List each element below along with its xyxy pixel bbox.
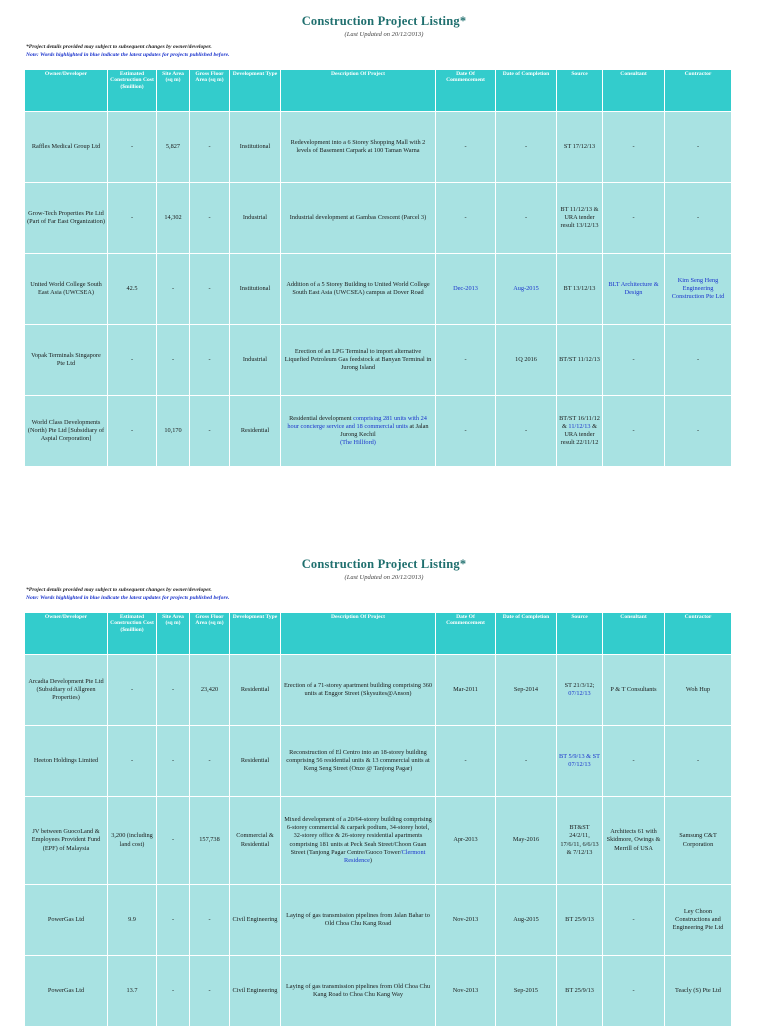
owner-cell: Heeton Holdings Limited [25,726,108,797]
type-cell: Residential [230,655,281,726]
column-header: Description Of Project [281,613,436,655]
table-row [25,655,732,726]
description-cell [281,797,436,885]
gfa-cell: - [190,254,230,325]
listing-page-2 [0,557,768,601]
project-table-2 [24,612,732,1027]
column-header: Source [557,70,603,112]
page-title: Construction Project Listing* [301,557,467,571]
description-text: at Jalan Jurong Kechil [340,422,429,438]
cost-cell: 3,200 (including land cost) [108,797,157,885]
disclaimer-note: *Project details provided may subject to subsequent changes by owner/developer. [26,587,212,593]
contractor-cell: Ley Choon Constructions and Engineering Pte Ltd [665,885,732,956]
table-row [25,254,732,325]
type-cell: Industrial [230,325,281,396]
cost-cell: - [108,655,157,726]
owner-cell: Vopak Terminals Singapore Pte Ltd [25,325,108,396]
type-cell: Industrial [230,183,281,254]
description-cell [281,396,436,467]
description-text: Mixed development of a 20/64-storey building comprising 6-storey commercial & carpark podium, 34-storey hotel, 32-storey office & 26-storey residential apartments comprising 181 units at Peck Seah Street/Choon Guan Street (Tanjong Pagar Centre/Guoco Tower/ [284,815,432,856]
source-update: 11/12/13 [568,422,591,430]
last-updated: (Last Updated on 20/12/2013) [344,574,424,581]
type-cell: Commercial & Residential [230,797,281,885]
type-cell: Civil Engineering [230,956,281,1027]
owner-cell: PowerGas Ltd [25,885,108,956]
contractor-cell: - [665,726,732,797]
table-row [25,112,732,183]
site-area-cell: - [157,797,190,885]
description-update: Clermont Residence [344,848,426,864]
source-cell: BT 25/9/13 [557,956,603,1027]
owner-cell: PowerGas Ltd [25,956,108,1027]
table-row [25,885,732,956]
column-header: Site Area (sq m) [157,70,190,112]
description-cell: Erection of an LPG Terminal to import alternative Liquefied Petroleum Gas feedstock at Banyan Terminal in Jurong Island [281,325,436,396]
column-header: Date Of Commencement [436,613,496,655]
consultant-cell: BLT Architecture & Design [603,254,665,325]
column-header: Contractor [665,70,732,112]
commencement-cell: - [436,396,496,467]
owner-cell: United World College South East Asia (UWCSEA) [25,254,108,325]
source-text: ST 21/3/12; [564,681,595,689]
source-text: & URA tender result 22/11/12 [560,422,599,447]
type-cell: Institutional [230,112,281,183]
table-row [25,396,732,467]
description-cell: Reconstruction of El Centro into an 18-storey building comprising 56 residential units & 13 commercial units at Keng Seng Street (Onze @ Tanjong Pagar) [281,726,436,797]
column-header: Date of Completion [496,70,557,112]
column-header: Consultant [603,613,665,655]
owner-cell: JV between GuocoLand & Employees Provident Fund (EPF) of Malaysia [25,797,108,885]
contractor-cell: - [665,112,732,183]
commencement-cell: - [436,325,496,396]
completion-cell: Sep-2015 [496,956,557,1027]
source-cell: BT 25/9/13 [557,885,603,956]
column-header: Gross Floor Area (sq m) [190,613,230,655]
column-header: Estimated Construction Cost ($million) [108,613,157,655]
column-header: Owner/Developer [25,70,108,112]
column-header: Date Of Commencement [436,70,496,112]
site-area-cell: - [157,325,190,396]
cost-cell: - [108,325,157,396]
gfa-cell: - [190,396,230,467]
contractor-cell: - [665,325,732,396]
gfa-cell: - [190,325,230,396]
site-area-cell: - [157,885,190,956]
consultant-cell: P & T Consultants [603,655,665,726]
description-text: Residential development [289,414,354,422]
column-header: Owner/Developer [25,613,108,655]
consultant-cell: - [603,726,665,797]
source-cell: BT 11/12/13 & URA tender result 13/12/13 [557,183,603,254]
commencement-cell: Nov-2013 [436,956,496,1027]
cost-cell: - [108,396,157,467]
disclaimer-note: *Project details provided may subject to subsequent changes by owner/developer. [26,44,212,50]
completion-cell: - [496,726,557,797]
source-update: 07/12/13 [568,690,591,697]
source-update: BT 5/9/13 & ST 07/12/13 [559,752,600,768]
consultant-cell: Architects 61 with Skidmore, Owings & Merrill of USA [603,797,665,885]
column-header: Source [557,613,603,655]
cost-cell: 42.5 [108,254,157,325]
gfa-cell: 23,420 [190,655,230,726]
description-cell: Erection of a 71-storey apartment building comprising 360 units at Enggor Street (Skysuites@Anson) [281,655,436,726]
consultant-cell: - [603,112,665,183]
gfa-cell: - [190,726,230,797]
site-area-cell: 5,827 [157,112,190,183]
table-row [25,956,732,1027]
commencement-cell: Apr-2013 [436,797,496,885]
completion-cell: May-2016 [496,797,557,885]
type-cell: Residential [230,396,281,467]
gfa-cell: - [190,956,230,1027]
owner-cell: Arcadia Development Pte Ltd (Subsidiary of Allgreen Properties) [25,655,108,726]
type-cell: Institutional [230,254,281,325]
column-header: Consultant [603,70,665,112]
table-row [25,726,732,797]
site-area-cell: 14,302 [157,183,190,254]
table-row [25,797,732,885]
project-table-1 [24,69,732,467]
cost-cell: 13.7 [108,956,157,1027]
source-cell [557,726,603,797]
listing-page-1 [0,14,768,58]
commencement-cell: - [436,112,496,183]
table-header-row [25,613,732,655]
site-area-cell: - [157,726,190,797]
completion-cell: Aug-2015 [496,254,557,325]
column-header: Description Of Project [281,70,436,112]
contractor-cell: Woh Hup [665,655,732,726]
contractor-cell: Teacly (S) Pte Ltd [665,956,732,1027]
table-header-row [25,70,732,112]
cost-cell: - [108,183,157,254]
description-cell: Addition of a 5 Storey Building to United World College South East Asia (UWCSEA) campus at Dover Road [281,254,436,325]
table-row [25,183,732,254]
site-area-cell: 10,170 [157,396,190,467]
source-cell [557,396,603,467]
description-cell: Industrial development at Gambas Crescent (Parcel 3) [281,183,436,254]
description-update: comprising 281 units with 24 hour concierge service and 18 commercial units [287,414,427,430]
description-text: ) [369,856,372,864]
column-header: Estimated Construction Cost ($million) [108,70,157,112]
owner-cell: Raffles Medical Group Ltd [25,112,108,183]
description-cell: Laying of gas transmission pipelines from Jalan Bahar to Old Choa Chu Kang Road [281,885,436,956]
commencement-cell: Nov-2013 [436,885,496,956]
site-area-cell: - [157,956,190,1027]
completion-cell: Aug-2015 [496,885,557,956]
highlight-note: Note: Words highlighted in blue indicate the latest updates for projects published before. [26,52,230,58]
source-cell: BT&ST 24/2/11, 17/6/11, 6/6/13 & 7/12/13 [557,797,603,885]
cost-cell: - [108,726,157,797]
site-area-cell: - [157,655,190,726]
consultant-cell: - [603,325,665,396]
column-header: Gross Floor Area (sq m) [190,70,230,112]
consultant-cell: - [603,396,665,467]
type-cell: Civil Engineering [230,885,281,956]
source-cell: BT/ST 11/12/13 [557,325,603,396]
gfa-cell: 157,738 [190,797,230,885]
commencement-cell: - [436,183,496,254]
highlight-note: Note: Words highlighted in blue indicate the latest updates for projects published before. [26,595,230,601]
source-cell: ST 17/12/13 [557,112,603,183]
description-cell: Redevelopment into a 6 Storey Shopping Mall with 2 levels of Basement Carpark at 100 Taman Warna [281,112,436,183]
completion-cell: Sep-2014 [496,655,557,726]
completion-cell: - [496,112,557,183]
site-area-cell: - [157,254,190,325]
consultant-cell: - [603,885,665,956]
contractor-cell: Kim Seng Heng Engineering Construction Pte Ltd [665,254,732,325]
source-text: BT/ST 16/11/12 & [559,414,600,430]
type-cell: Residential [230,726,281,797]
page-title: Construction Project Listing* [301,14,467,28]
description-cell: Laying of gas transmission pipelines from Old Choa Chu Kang Road to Choa Chu Kang Way [281,956,436,1027]
table-row [25,325,732,396]
column-header: Development Type [230,613,281,655]
commencement-cell: - [436,726,496,797]
owner-cell: Grow-Tech Properties Pte Ltd (Part of Far East Organization) [25,183,108,254]
column-header: Contractor [665,613,732,655]
completion-cell: - [496,396,557,467]
column-header: Date of Completion [496,613,557,655]
owner-cell: World Class Developments (North) Pte Ltd [Subsidiary of Aspial Corporation] [25,396,108,467]
source-cell [557,655,603,726]
completion-cell: - [496,183,557,254]
consultant-cell: - [603,956,665,1027]
contractor-cell: Samsung C&T Corporation [665,797,732,885]
project-name: (The Hillford) [340,439,376,447]
cost-cell: - [108,112,157,183]
gfa-cell: - [190,112,230,183]
contractor-cell: - [665,183,732,254]
consultant-cell: - [603,183,665,254]
completion-cell: 1Q 2016 [496,325,557,396]
commencement-cell: Mar-2011 [436,655,496,726]
column-header: Development Type [230,70,281,112]
gfa-cell: - [190,885,230,956]
gfa-cell: - [190,183,230,254]
column-header: Site Area (sq m) [157,613,190,655]
cost-cell: 9.9 [108,885,157,956]
contractor-cell: - [665,396,732,467]
commencement-cell: Dec-2013 [436,254,496,325]
source-cell: BT 13/12/13 [557,254,603,325]
last-updated: (Last Updated on 20/12/2013) [344,31,424,38]
